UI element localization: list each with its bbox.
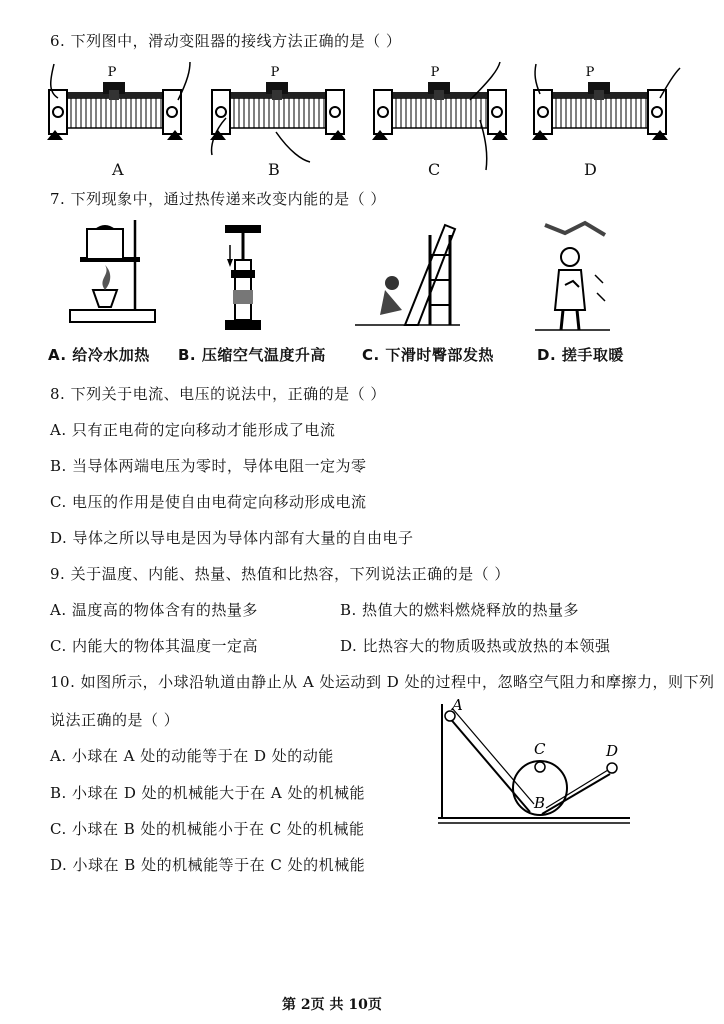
q10-stem-line2: 说法正确的是（ ） [50,711,180,729]
heating-water-image [55,215,185,340]
q10-option-a: A. 小球在 A 处的动能等于在 D 处的动能 [50,747,334,765]
page-footer: 第 2页 共 10页 [282,997,382,1013]
q8-stem: 8. 下列关于电流、电压的说法中，正确的是（ ） [50,385,386,403]
slider-label-a: P [107,65,117,80]
rubbing-hands-image [525,215,615,340]
point-label-c: C [534,740,546,758]
slider-label-b: P [270,65,280,80]
rheostat-b [210,65,346,162]
q10-option-b: B. 小球在 D 处的机械能大于在 A 处的机械能 [50,784,365,802]
q10-stem-line1: 10. 如图所示，小球沿轨道由静止从 A 处运动到 D 处的过程中，忽略空气阻力和摩擦力，则下列 [50,673,715,691]
slider-label-c: P [430,65,440,80]
q10-track-diagram [430,696,640,830]
ball-c [535,762,545,772]
pump-image [205,215,295,340]
q7-option-c: C. 下滑时臀部发热 [362,346,494,364]
point-label-b: B [534,794,546,812]
q9-option-a: A. 温度高的物体含有的热量多 [50,601,258,619]
q7-option-a: A. 给冷水加热 [48,346,150,364]
ball-d [607,763,617,773]
q7-stem: 7. 下列现象中，通过热传递来改变内能的是（ ） [50,190,386,208]
q8-option-a: A. 只有正电荷的定向移动才能形成了电流 [50,421,336,439]
q8-option-c: C. 电压的作用是使自由电荷定向移动形成电流 [50,493,367,511]
wire-b2 [276,132,310,162]
q7-option-b: B. 压缩空气温度升高 [178,346,326,364]
q9-stem: 9. 关于温度、内能、热量、热值和比热容，下列说法正确的是（ ） [50,565,510,583]
q10-option-c: C. 小球在 B 处的机械能小于在 C 处的机械能 [50,820,365,838]
q6-stem: 6. 下列图中，滑动变阻器的接线方法正确的是（ ） [50,32,402,50]
q8-option-d: D. 导体之所以导电是因为导体内部有大量的自由电子 [50,529,414,547]
q9-option-d: D. 比热容大的物质吸热或放热的本领强 [340,637,611,655]
slider-label-d: P [585,65,595,80]
wire-d2 [660,68,680,98]
point-label-d: D [606,742,619,760]
q8-option-b: B. 当导体两端电压为零时，导体电阻一定为零 [50,457,367,475]
rheostat-c [372,62,508,170]
q6-label-b: B [268,160,280,179]
point-label-a: A [452,696,463,714]
q6-label-a: A [112,160,124,179]
q9-option-c: C. 内能大的物体其温度一定高 [50,637,258,655]
rheostat-a [47,62,190,140]
rheostat-d [532,64,680,140]
slide-image [350,215,460,340]
q10-option-d: D. 小球在 B 处的机械能等于在 C 处的机械能 [50,856,366,874]
q6-label-c: C [428,160,441,179]
q6-label-d: D [584,160,597,179]
q9-option-b: B. 热值大的燃料燃烧释放的热量多 [340,601,580,619]
q7-option-d: D. 搓手取暖 [537,346,624,364]
